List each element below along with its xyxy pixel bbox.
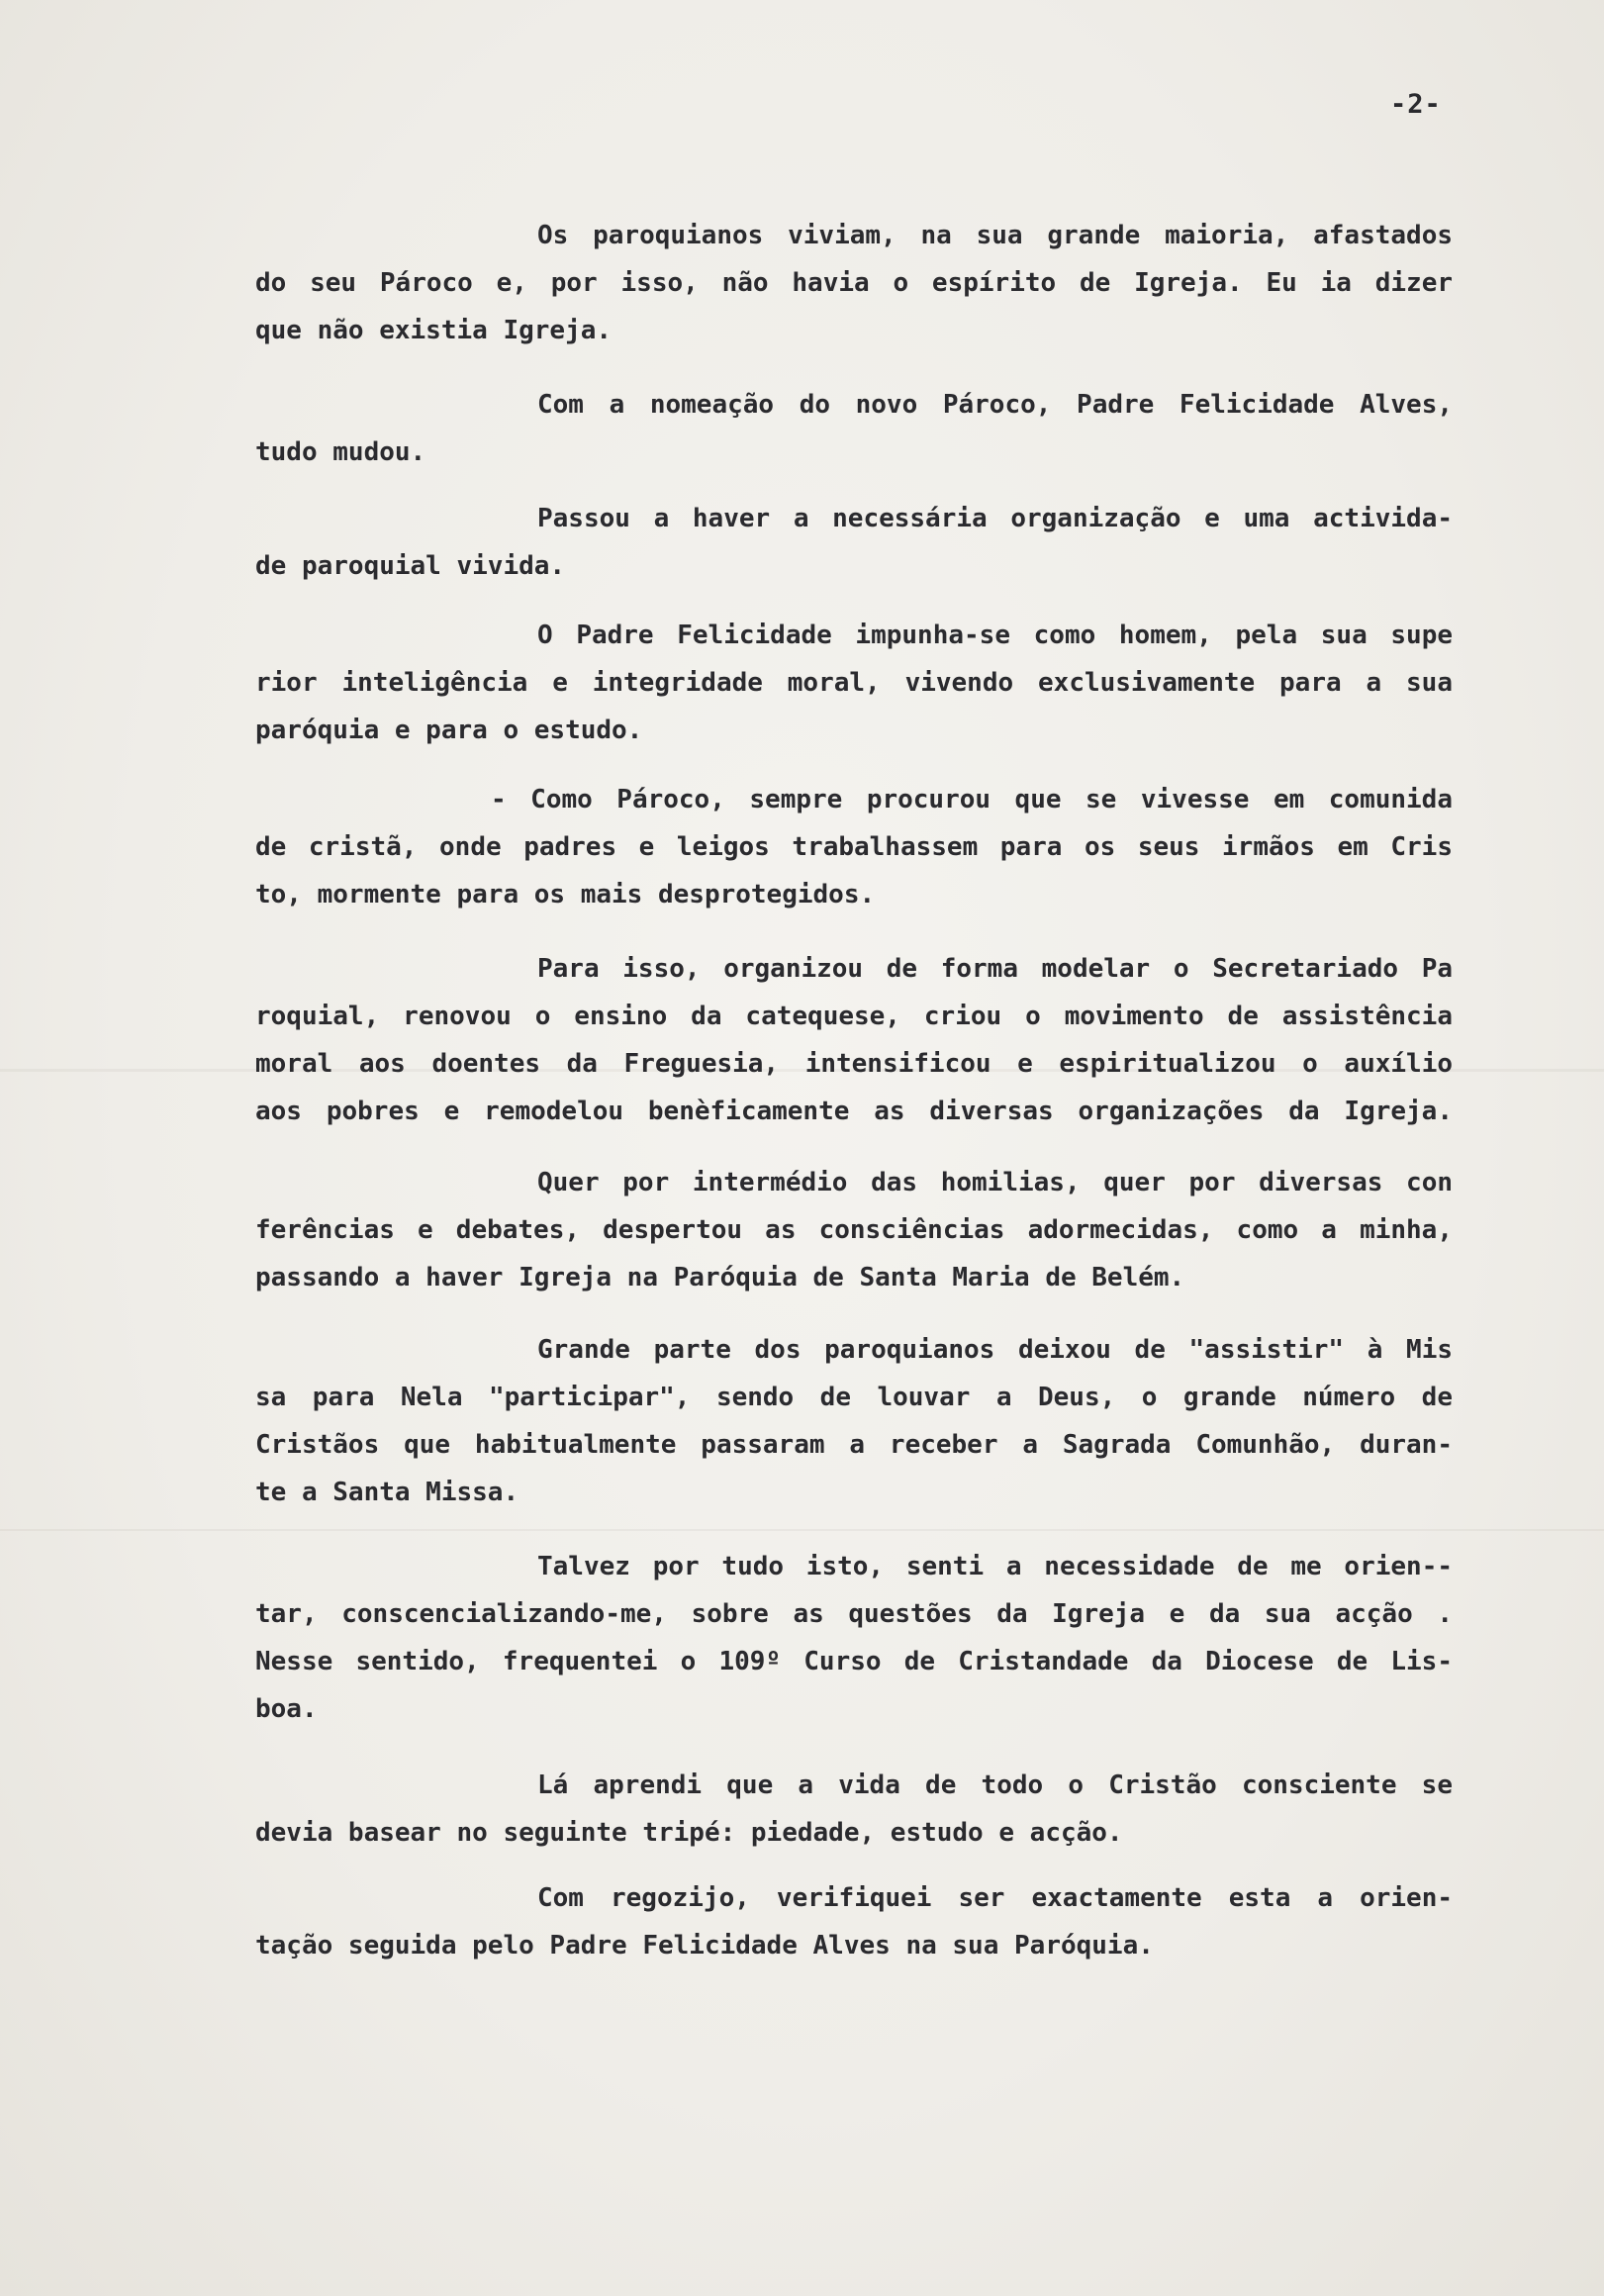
text-line: Para isso, organizou de forma modelar o Secretariado Pa xyxy=(537,954,1453,984)
text-line: Cristãos que habitualmente passaram a receber a Sagrada Comunhão, duran- xyxy=(255,1430,1453,1460)
text-line: aos pobres e remodelou benèficamente as diversas organizações da Igreja. xyxy=(255,1097,1453,1126)
text-line: ferências e debates, despertou as consciências adormecidas, como a minha, xyxy=(255,1215,1453,1245)
text-line: paróquia e para o estudo. xyxy=(255,716,643,745)
text-line: Lá aprendi que a vida de todo o Cristão consciente se xyxy=(537,1770,1453,1800)
paper-fold-line xyxy=(0,1529,1604,1531)
text-line: de cristã, onde padres e leigos trabalhassem para os seus irmãos em Cris xyxy=(255,832,1453,862)
paragraph-9 xyxy=(255,1543,1453,1733)
paragraph-6 xyxy=(255,945,1453,1135)
paragraph-2 xyxy=(255,381,1453,476)
text-line: que não existia Igreja. xyxy=(255,316,613,345)
text-line: Os paroquianos viviam, na sua grande maioria, afastados xyxy=(537,221,1453,250)
text-line: sa para Nela "participar", sendo de louvar a Deus, o grande número de xyxy=(255,1383,1453,1412)
text-line: passando a haver Igreja na Paróquia de Santa Maria de Belém. xyxy=(255,1263,1185,1292)
text-line: boa. xyxy=(255,1694,318,1724)
text-line: Nesse sentido, frequentei o 109º Curso de Cristandade da Diocese de Lis- xyxy=(255,1647,1453,1676)
paragraph-8 xyxy=(255,1326,1453,1516)
text-line: tar, conscencializando-me, sobre as questões da Igreja e da sua acção . xyxy=(255,1599,1453,1629)
text-line: rior inteligência e integridade moral, vivendo exclusivamente para a sua xyxy=(255,668,1453,698)
text-line: tudo mudou. xyxy=(255,437,426,467)
paragraph-7 xyxy=(255,1159,1453,1301)
page-number: -2- xyxy=(1390,89,1442,120)
text-line: O Padre Felicidade impunha-se como homem, pela sua supe xyxy=(537,621,1453,650)
paragraph-1 xyxy=(255,212,1453,354)
text-line: Quer por intermédio das homilias, quer por diversas con xyxy=(537,1168,1453,1197)
text-line: Passou a haver a necessária organização e uma activida- xyxy=(537,504,1453,533)
text-line: Talvez por tudo isto, senti a necessidade de me orien-- xyxy=(537,1552,1453,1581)
text-line: de paroquial vivida. xyxy=(255,551,566,581)
text-line: do seu Pároco e, por isso, não havia o espírito de Igreja. Eu ia dizer xyxy=(255,268,1453,298)
text-line: moral aos doentes da Freguesia, intensificou e espiritualizou o auxílio xyxy=(255,1049,1453,1079)
text-line: to, mormente para os mais desprotegidos. xyxy=(255,880,876,909)
text-line: tação seguida pelo Padre Felicidade Alves na sua Paróquia. xyxy=(255,1931,1154,1961)
text-line: roquial, renovou o ensino da catequese, criou o movimento de assistência xyxy=(255,1002,1453,1031)
text-line: Grande parte dos paroquianos deixou de "assistir" à Mis xyxy=(537,1335,1453,1365)
text-line: devia basear no seguinte tripé: piedade, estudo e acção. xyxy=(255,1818,1123,1848)
text-line: te a Santa Missa. xyxy=(255,1478,519,1507)
paragraph-5 xyxy=(255,776,1453,918)
text-line: Com regozijo, verifiquei ser exactamente esta a orien- xyxy=(537,1883,1453,1913)
text-line: Com a nomeação do novo Pároco, Padre Felicidade Alves, xyxy=(537,390,1453,420)
paragraph-10 xyxy=(255,1762,1453,1857)
text-line: - Como Pároco, sempre procurou que se vivesse em comunida xyxy=(491,785,1453,814)
paragraph-11 xyxy=(255,1874,1453,1969)
paragraph-4 xyxy=(255,612,1453,754)
paragraph-3 xyxy=(255,495,1453,590)
